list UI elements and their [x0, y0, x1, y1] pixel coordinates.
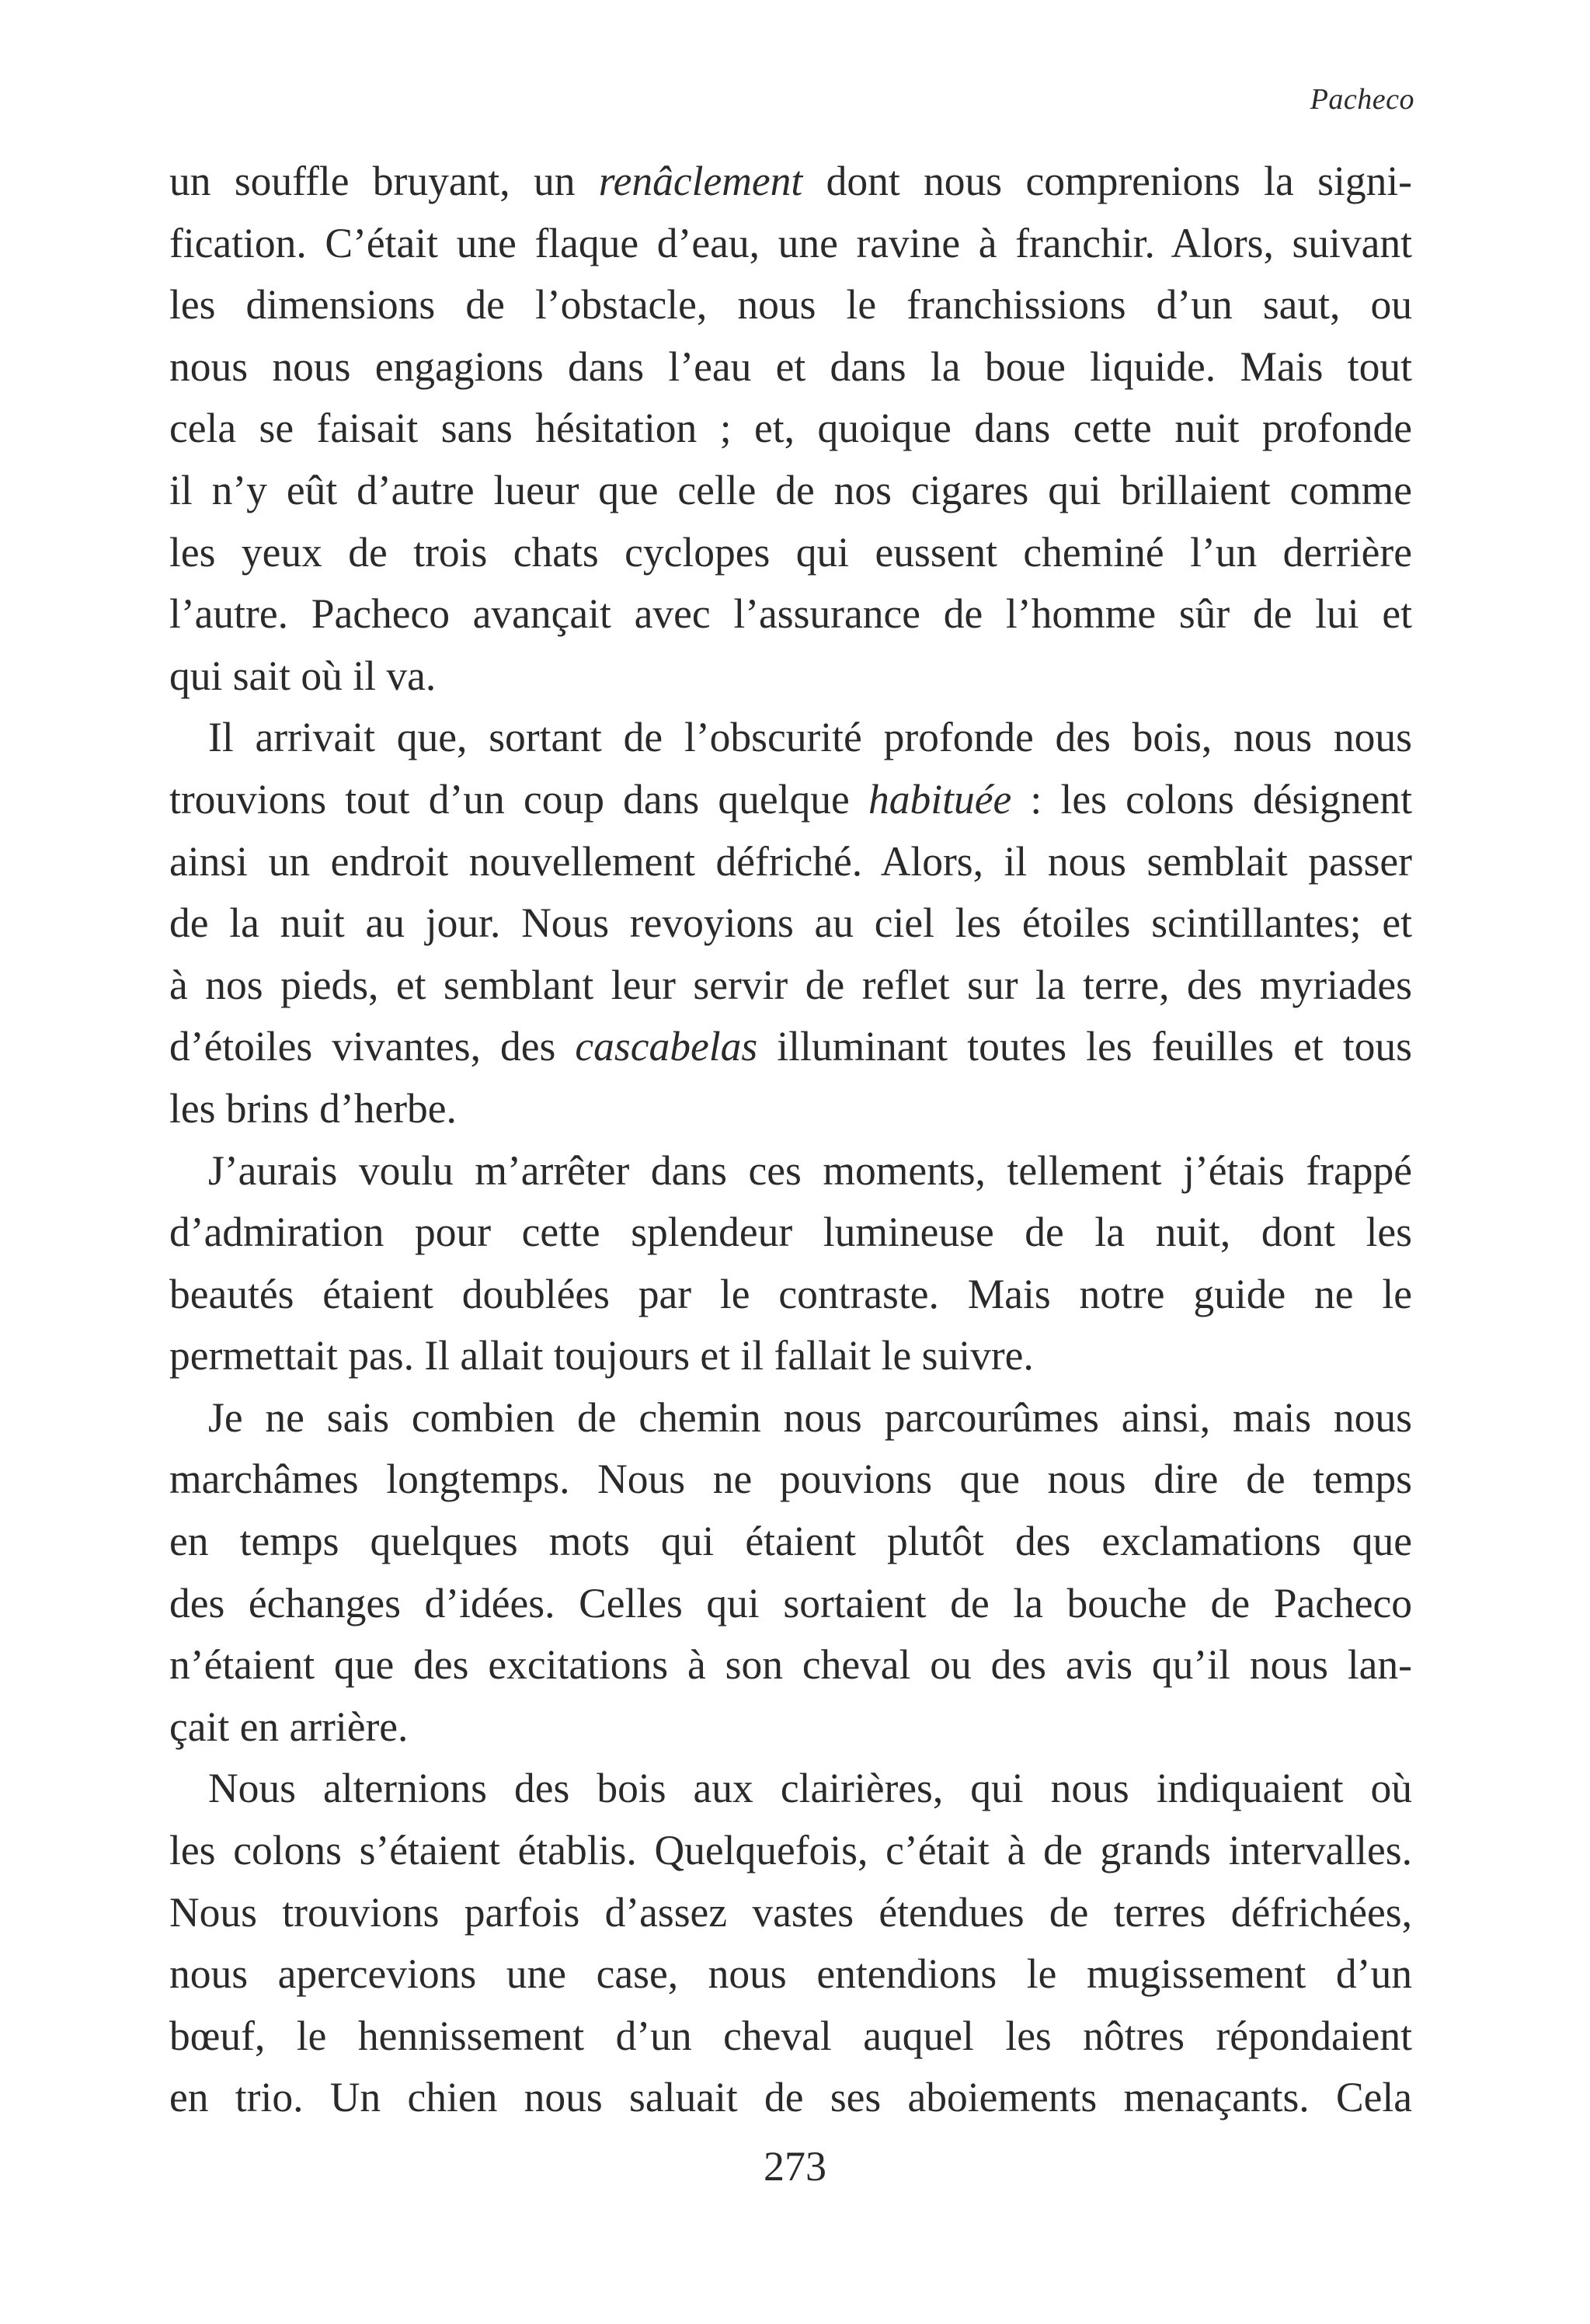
text-line: d’étoiles vivantes, des cascabelas illuminant toutes les feuilles et tous — [169, 1023, 1413, 1070]
text-line: à nos pieds, et semblant leur servir de reflet sur la terre, des myriades — [169, 961, 1412, 1008]
running-head: Pacheco — [1310, 83, 1414, 116]
text-line: fication. C’était une flaque d’eau, une ravine à franchir. Alors, suivant — [169, 219, 1412, 266]
text-line: nous nous engagions dans l’eau et dans la boue liquide. Mais tout — [169, 343, 1412, 390]
text-line: les yeux de trois chats cyclopes qui eussent cheminé l’un derrière — [169, 528, 1412, 576]
text-line: Nous trouvions parfois d’assez vastes étendues de terres défrichées, — [169, 1888, 1412, 1936]
page-number: 273 — [764, 2143, 826, 2190]
text-line: d’admiration pour cette splendeur lumineuse de la nuit, dont les — [169, 1209, 1412, 1256]
italic-term: habituée — [868, 775, 1012, 823]
text-line: permettait pas. Il allait toujours et il fallait le suivre. — [169, 1332, 1034, 1379]
text-line: Nous alternions des bois aux clairières, qui nous indiquaient où — [208, 1765, 1412, 1812]
text-line: marchâmes longtemps. Nous ne pouvions que nous dire de temps — [169, 1456, 1412, 1503]
text-line: cela se faisait sans hésitation ; et, quoique dans cette nuit profonde — [169, 405, 1412, 452]
text-line: beautés étaient doublées par le contraste. Mais notre guide ne le — [169, 1270, 1412, 1317]
text-line: en temps quelques mots qui étaient plutôt des exclamations que — [169, 1518, 1412, 1565]
italic-term: renâclement — [598, 158, 803, 204]
text-line: les dimensions de l’obstacle, nous le franchissions d’un saut, ou — [169, 281, 1412, 329]
text-line: les brins d’herbe. — [169, 1084, 457, 1132]
text-line: Il arrivait que, sortant de l’obscurité profonde des bois, nous nous — [208, 714, 1412, 761]
text-line: il n’y eût d’autre lueur que celle de nos cigares qui brillaient comme — [169, 466, 1412, 513]
text-line: trouvions tout d’un coup dans quelque habituée : les colons désignent — [169, 775, 1413, 823]
text-line: Je ne sais combien de chemin nous parcourûmes ainsi, mais nous — [208, 1393, 1412, 1441]
text-line: J’aurais voulu m’arrêter dans ces moments, tellement j’étais frappé — [208, 1146, 1412, 1194]
text-line: nous apercevions une case, nous entendions le mugissement d’un — [169, 1950, 1412, 1998]
text-line: bœuf, le hennissement d’un cheval auquel les nôtres répondaient — [169, 2012, 1412, 2059]
text-line: çait en arrière. — [169, 1703, 409, 1750]
text-line: en trio. Un chien nous saluait de ses aboiements menaçants. Cela — [169, 2074, 1412, 2121]
text-line: l’autre. Pacheco avançait avec l’assurance de l’homme sûr de lui et — [169, 590, 1412, 638]
italic-term: cascabelas — [575, 1023, 758, 1070]
text-line: de la nuit au jour. Nous revoyions au ciel les étoiles scintillantes; et — [169, 899, 1412, 947]
text-line: les colons s’étaient établis. Quelquefois, c’était à de grands intervalles. — [169, 1827, 1412, 1874]
text-line: des échanges d’idées. Celles qui sortaient de la bouche de Pacheco — [169, 1579, 1412, 1626]
text-line: un souffle bruyant, un renâclement dont nous comprenions la signi- — [169, 158, 1412, 204]
text-line: ainsi un endroit nouvellement défriché. Alors, il nous semblait passer — [169, 837, 1412, 885]
text-line: n’étaient que des excitations à son cheval ou des avis qu’il nous lan- — [169, 1641, 1412, 1689]
body-text — [169, 151, 1412, 2129]
text-line: qui sait où il va. — [169, 652, 437, 699]
